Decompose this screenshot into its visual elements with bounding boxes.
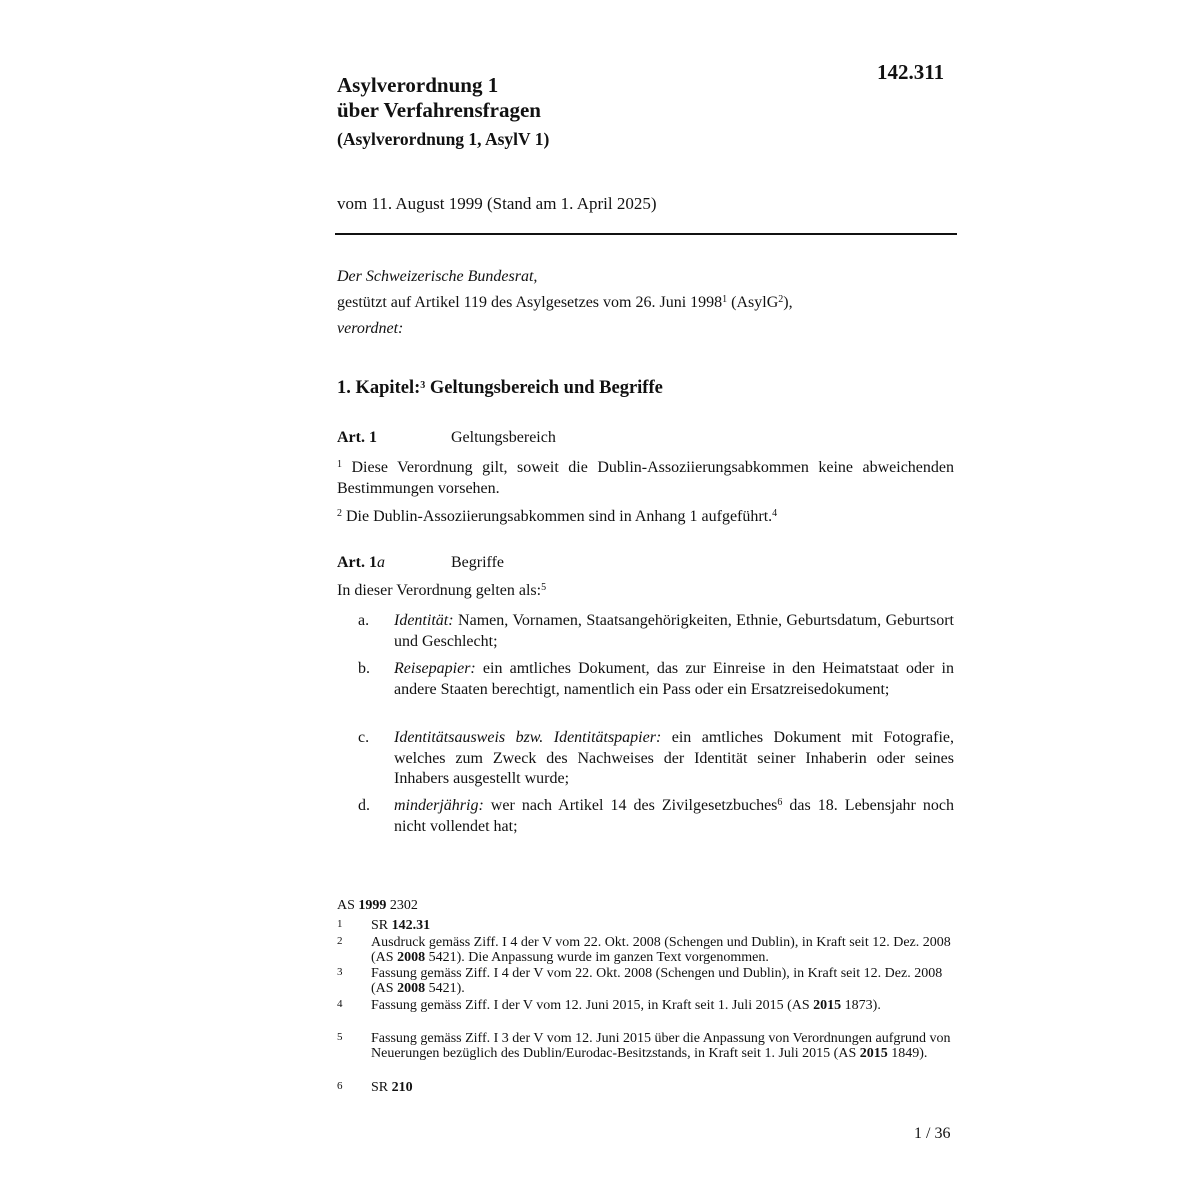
definition-text [394,659,954,700]
article-1-heading [337,429,957,451]
definition-term: minderjährig: [394,797,484,814]
chapter-label: 1. Kapitel: [337,378,421,398]
as-year: 1999 [358,898,387,913]
footnote-post: 1849). [887,1045,928,1061]
footnote-post: 1873). [841,998,881,1013]
definition-letter: a. [358,612,370,629]
as-page: 2302 [386,898,418,913]
as-prefix: AS [337,898,359,913]
preamble-basis [337,290,793,316]
footnote-post: 5421). Die Anpassung wurde im ganzen Text vorgenommen. [425,949,769,965]
definition-body: ein amtliches Dokument mit Fotografie, welches zum Zweck des Nachweises der Identität seiner Inhaberin oder seines Inhabers ausgestellt wurde; [394,729,955,787]
article-number: Art. 1 [337,429,377,446]
title-line-2: über Verfahrensfragen [337,98,541,122]
definition-letter: d. [358,797,370,814]
as-reference [337,898,418,914]
article-1-paragraph-1 [337,457,954,499]
definition-body-after: das 18. Lebensjahr noch nicht vollendet hat; [394,797,954,835]
footnote-body: Ausdruck gemäss Ziff. I 4 der V vom 22. Okt. 2008 (Schengen und Dublin), in Kraft seit 12. Dez. 2008 (AS [371,935,951,965]
preamble [337,264,793,342]
paragraph-text: Die Dublin-Assoziierungsabkommen sind in Anhang 1 aufgeführt. [342,508,773,525]
article-name: Begriffe [451,554,505,571]
definition-text [394,611,954,652]
footnote-text [371,1081,956,1096]
title-line-1: Asylverordnung 1 [337,73,499,97]
footnote-bold: 2008 [397,949,426,965]
footnote-number: 3 [337,966,343,978]
document-short-title: (Asylverordnung 1, AsylV 1) [337,129,550,149]
footnote-text [371,967,956,996]
footnote-number: 1 [337,918,343,930]
paragraph-number: 1 [337,459,342,470]
article-number-suffix: a [376,554,385,571]
preamble-basis-end: ), [783,294,793,311]
footnote-ref-2[interactable]: 2 [778,294,784,305]
footnote-prefix: SR [371,918,392,933]
footnote-ref-6[interactable]: 6 [777,797,783,808]
footnote-text [371,1032,956,1061]
article-1-paragraph-2 [337,506,954,527]
paragraph-number: 2 [337,508,342,519]
article-number [337,554,385,572]
page-number: 1 / 36 [914,1125,951,1142]
article-number-main: Art. 1 [337,554,377,571]
footnote-body: Fassung gemäss Ziff. I 3 der V vom 12. Juni 2015 über die Anpassung von Verordnungen aufgrund von Neuerungen bezüglich des Dublin/Eurodac-Besitzstands, in Kraft seit 1. Juli 2015 (AS [371,1031,951,1061]
sr-number: 142.311 [877,60,945,84]
chapter-heading [337,378,663,399]
definition-text [394,728,954,790]
header-divider [335,233,957,235]
definition-term: Reisepapier: [394,660,476,677]
definition-term: Identität: [394,612,454,629]
preamble-decrees: verordnet: [337,320,404,337]
footnote-ref-4[interactable]: 4 [772,508,778,519]
footnote-prefix: SR [371,1080,392,1095]
date-line: vom 11. August 1999 (Stand am 1. April 2025) [337,194,657,213]
preamble-basis-text: gestützt auf Artikel 119 des Asylgesetzes vom 26. Juni 1998 [337,294,723,311]
chapter-title: Geltungsbereich und Begriffe [425,378,663,398]
footnote-bold: 2015 [859,1045,888,1061]
footnote-bold: 2008 [397,980,426,996]
footnote-ref-3[interactable]: 3 [420,380,426,391]
article-1a-heading [337,554,957,576]
definition-text [394,796,954,837]
footnote-text [371,936,956,965]
footnote-number: 4 [337,998,343,1010]
footnote-number: 2 [337,935,343,947]
footnote-text [371,919,956,934]
footnote-number: 6 [337,1080,343,1092]
footnote-bold: 2015 [813,998,842,1013]
footnote-body: Fassung gemäss Ziff. I der V vom 12. Juni 2015, in Kraft seit 1. Juli 2015 (AS [371,998,814,1013]
preamble-authority: Der Schweizerische Bundesrat, [337,268,538,285]
definition-term: Identitätsausweis bzw. Identitätspapier: [394,729,662,746]
footnote-bold: 210 [391,1080,413,1095]
definition-letter: c. [358,729,370,746]
paragraph-text: Diese Verordnung gilt, soweit die Dublin-Assoziierungsabkommen keine abweichenden Bestimmungen vorsehen. [337,459,954,497]
preamble-basis-mid: (AsylG [727,294,779,311]
footnote-bold: 142.31 [391,918,431,933]
document-title [337,73,541,123]
intro-text: In dieser Verordnung gelten als: [337,582,542,599]
footnote-ref-5[interactable]: 5 [541,582,547,593]
footnote-text [371,999,956,1014]
footnote-body: Fassung gemäss Ziff. I 4 der V vom 22. Okt. 2008 (Schengen und Dublin), in Kraft seit 12. Dez. 2008 (AS [371,966,943,996]
footnote-ref-1[interactable]: 1 [722,294,728,305]
definition-body: ein amtliches Dokument, das zur Einreise in den Heimatstaat oder in andere Staaten berechtigt, namentlich ein Pass oder ein Ersatzreisedokument; [394,660,954,698]
definition-body-before: wer nach Artikel 14 des Zivilgesetzbuches [483,797,778,814]
footnote-number: 5 [337,1031,343,1043]
article-name: Geltungsbereich [451,429,556,446]
definition-letter: b. [358,660,370,677]
article-1a-intro [337,582,546,600]
definition-body: Namen, Vornamen, Staatsangehörigkeiten, Ethnie, Geburtsdatum, Geburtsort und Geschlecht; [394,612,954,650]
footnote-post: 5421). [425,980,465,996]
